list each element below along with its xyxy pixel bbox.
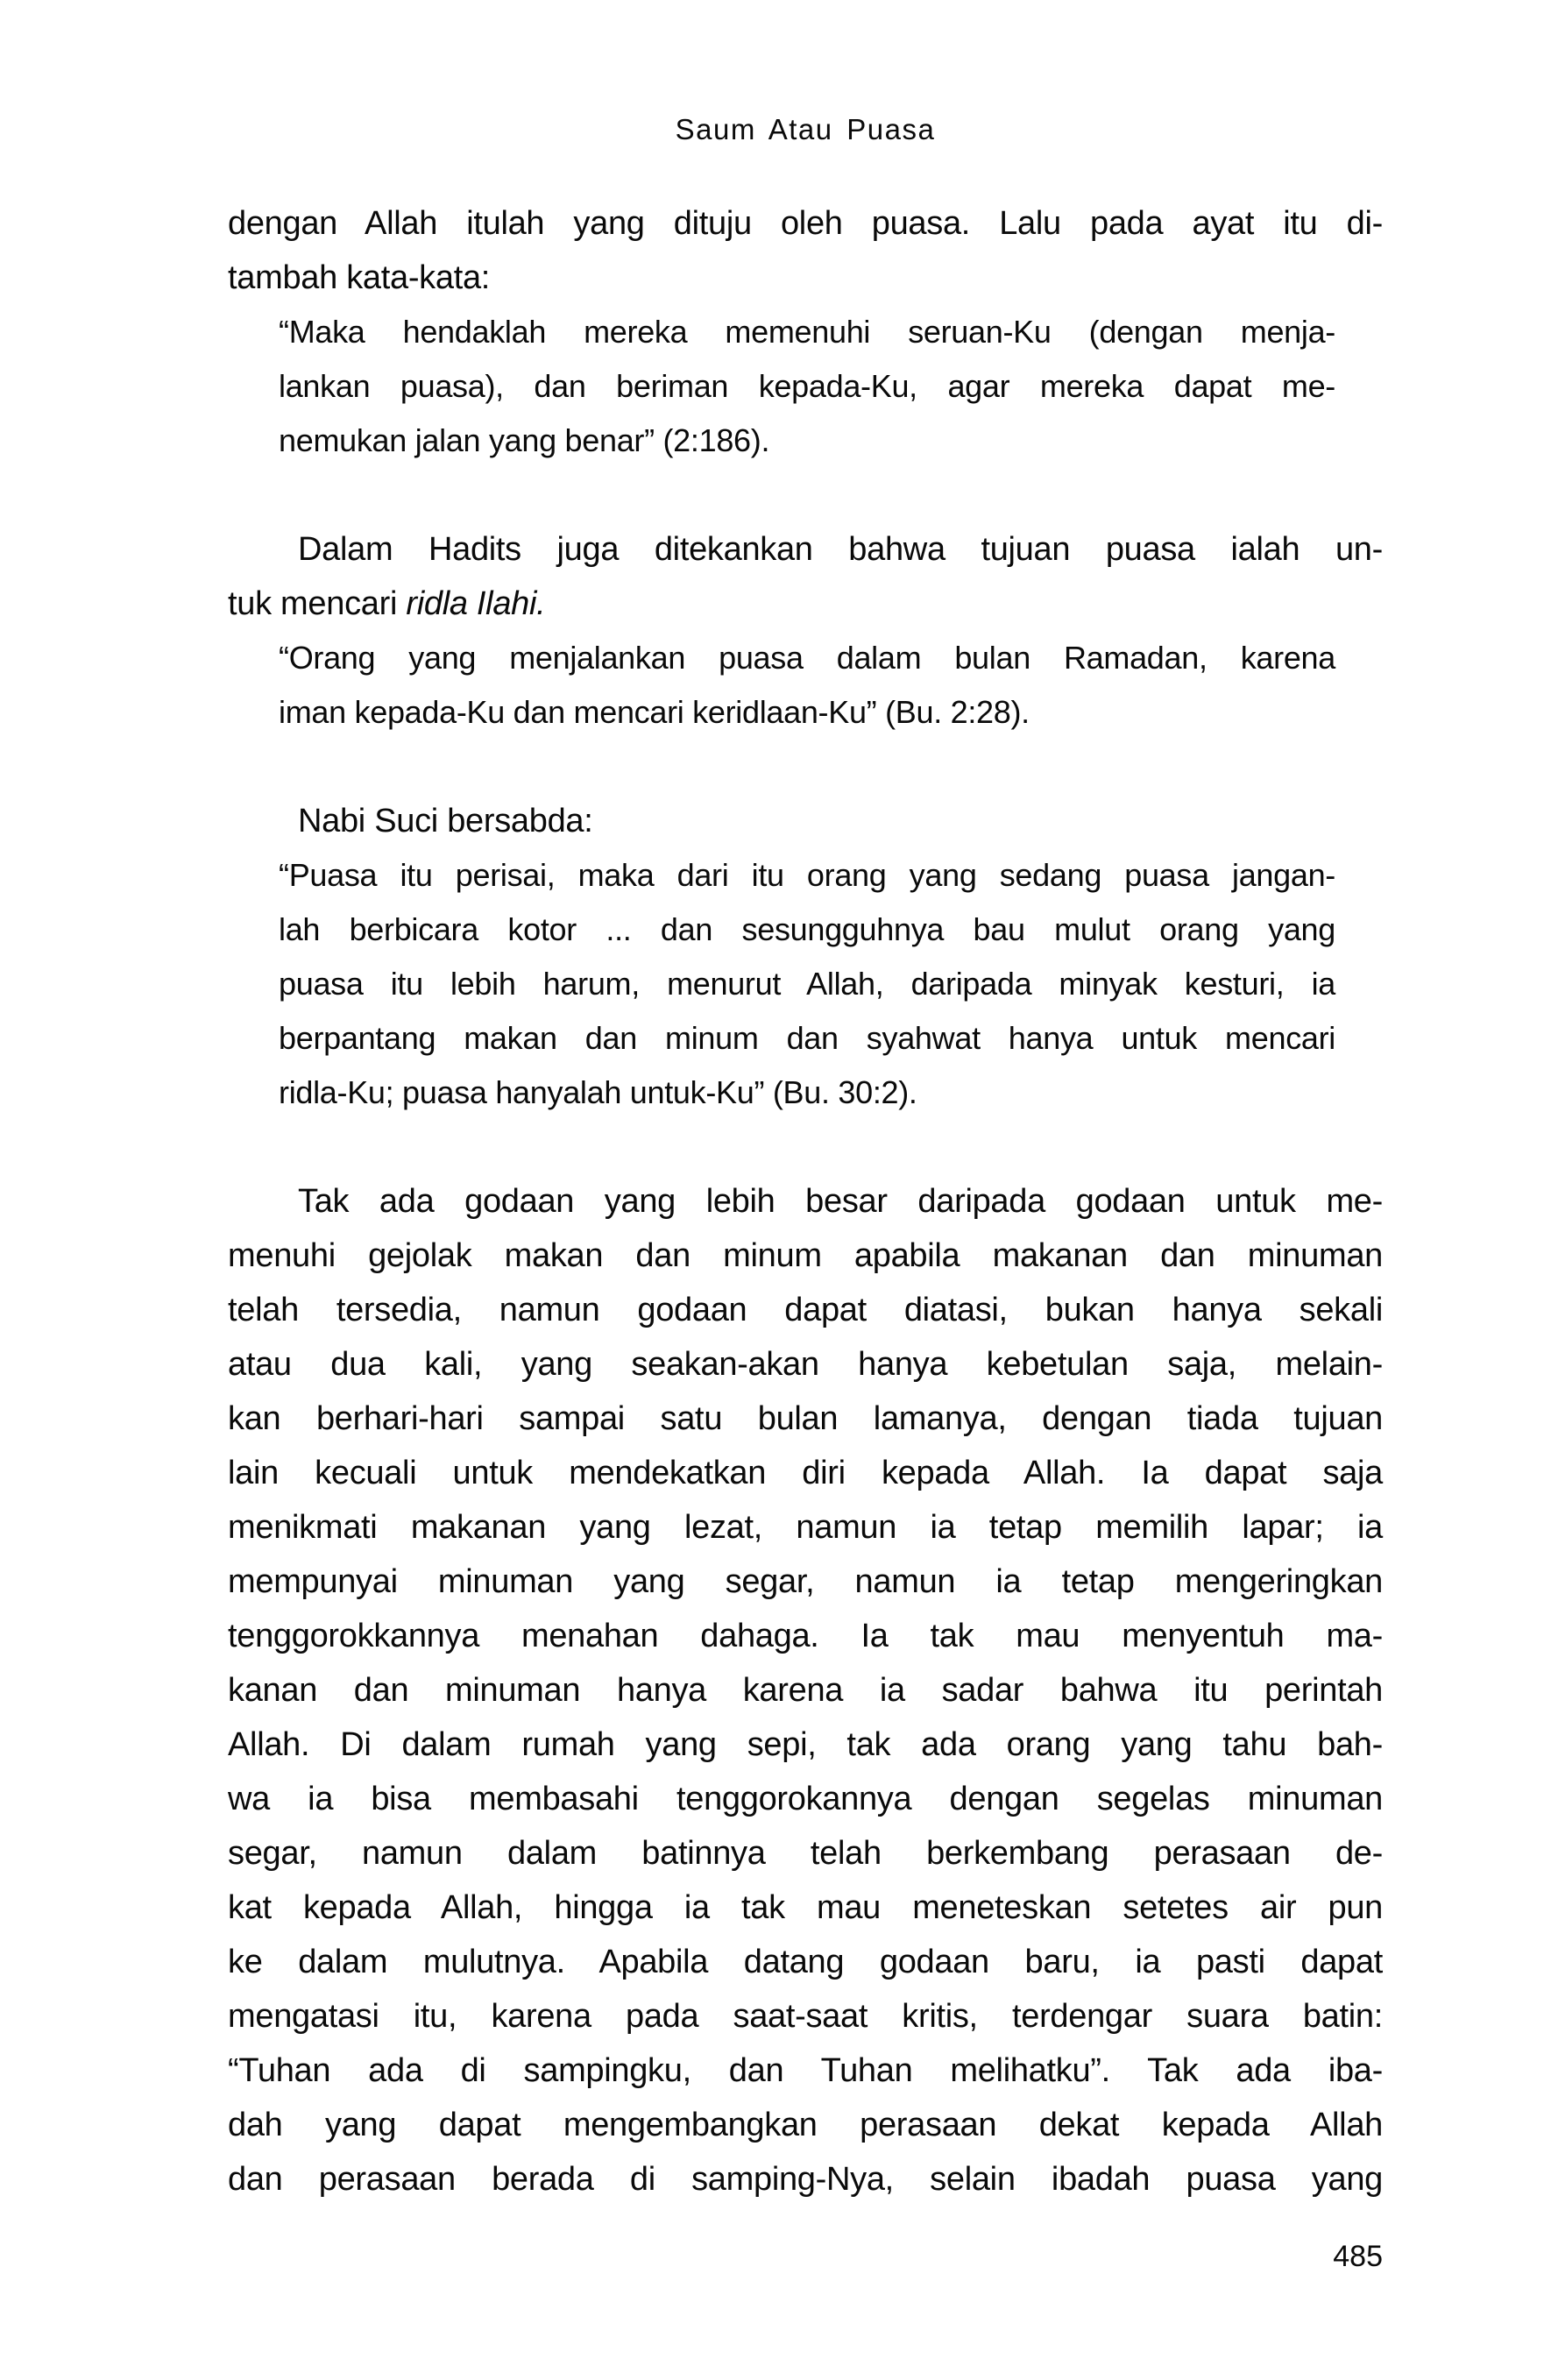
text-line <box>228 1555 1383 1609</box>
text-segment: Nabi Suci bersabda: <box>298 803 593 839</box>
text-line <box>279 685 1335 740</box>
text-segment: kan berhari-hari sampai satu bulan lamanya, dengan tiada tujuan <box>228 1400 1383 1437</box>
text-segment: “Puasa itu perisai, maka dari itu orang yang sedang puasa jangan- <box>279 857 1335 893</box>
text-segment: atau dua kali, yang seakan-akan hanya kebetulan saja, melain- <box>228 1346 1383 1383</box>
paragraph <box>228 196 1383 305</box>
italic-text-segment: ridla Ilahi. <box>406 585 546 622</box>
text-line <box>228 1718 1383 1772</box>
text-segment: wa ia bisa membasahi tenggorokannya dengan segelas minuman <box>228 1781 1383 1817</box>
paragraph <box>228 522 1383 631</box>
text-segment: Dalam Hadits juga ditekankan bahwa tujuan puasa ialah un- <box>298 531 1383 568</box>
text-line <box>279 631 1335 685</box>
text-line <box>228 1935 1383 1989</box>
text-segment: dah yang dapat mengembangkan perasaan dekat kepada Allah <box>228 2107 1383 2143</box>
text-line <box>228 2152 1383 2206</box>
quote-block <box>228 631 1383 740</box>
paragraph <box>228 794 1383 848</box>
text-line <box>228 577 1383 631</box>
text-line <box>228 2044 1383 2098</box>
text-line <box>279 305 1335 359</box>
text-segment: ke dalam mulutnya. Apabila datang godaan baru, ia pasti dapat <box>228 1944 1383 1980</box>
text-line <box>228 1446 1383 1500</box>
text-line <box>279 414 1335 468</box>
text-line <box>279 1011 1335 1066</box>
text-line <box>228 1392 1383 1446</box>
text-line <box>228 1283 1383 1337</box>
text-segment: ridla-Ku; puasa hanyalah untuk-Ku” (Bu. 30:2). <box>279 1074 917 1110</box>
text-line <box>228 1772 1383 1826</box>
text-line <box>228 2098 1383 2152</box>
text-segment: segar, namun dalam batinnya telah berkembang perasaan de- <box>228 1835 1383 1872</box>
quote-block <box>228 305 1383 468</box>
text-line <box>279 1066 1335 1120</box>
text-segment: tenggorokkannya menahan dahaga. Ia tak mau menyentuh ma- <box>228 1618 1383 1654</box>
text-line <box>279 903 1335 957</box>
text-segment: mempunyai minuman yang segar, namun ia tetap mengeringkan <box>228 1563 1383 1600</box>
text-segment: tuk mencari <box>228 585 407 622</box>
text-segment: menikmati makanan yang lezat, namun ia tetap memilih lapar; ia <box>228 1509 1383 1546</box>
text-line <box>279 957 1335 1011</box>
text-segment: dan perasaan berada di samping-Nya, selain ibadah puasa yang <box>228 2161 1383 2198</box>
text-line <box>228 1500 1383 1555</box>
text-line <box>228 794 1383 848</box>
text-line <box>228 1174 1383 1229</box>
text-segment: berpantang makan dan minum dan syahwat hanya untuk mencari <box>279 1020 1335 1056</box>
text-segment: mengatasi itu, karena pada saat-saat kritis, terdengar suara batin: <box>228 1998 1383 2035</box>
text-line <box>228 1989 1383 2044</box>
page-body-text <box>228 196 1383 2206</box>
paragraph <box>228 1174 1383 2206</box>
text-segment: puasa itu lebih harum, menurut Allah, daripada minyak kesturi, ia <box>279 966 1335 1002</box>
text-line <box>228 1609 1383 1663</box>
text-segment: “Orang yang menjalankan puasa dalam bulan Ramadan, karena <box>279 640 1335 676</box>
page-number: 485 <box>1333 2240 1383 2273</box>
text-segment: menuhi gejolak makan dan minum apabila makanan dan minuman <box>228 1237 1383 1274</box>
text-segment: telah tersedia, namun godaan dapat diatasi, bukan hanya sekali <box>228 1292 1383 1328</box>
text-segment: kat kepada Allah, hingga ia tak mau meneteskan setetes air pun <box>228 1889 1383 1926</box>
text-segment: iman kepada-Ku dan mencari keridlaan-Ku” (Bu. 2:28). <box>279 694 1030 730</box>
text-line <box>279 848 1335 903</box>
text-line <box>228 1881 1383 1935</box>
text-line <box>228 1826 1383 1881</box>
text-segment: lankan puasa), dan beriman kepada-Ku, agar mereka dapat me- <box>279 368 1335 404</box>
page-header-title: Saum Atau Puasa <box>675 113 936 145</box>
text-line <box>228 251 1383 305</box>
text-line <box>228 1663 1383 1718</box>
text-line <box>279 359 1335 414</box>
text-segment: lah berbicara kotor ... dan sesungguhnya bau mulut orang yang <box>279 911 1335 947</box>
text-line <box>228 196 1383 251</box>
text-line <box>228 1229 1383 1283</box>
text-segment: Allah. Di dalam rumah yang sepi, tak ada orang yang tahu bah- <box>228 1726 1383 1763</box>
text-segment: lain kecuali untuk mendekatkan diri kepada Allah. Ia dapat saja <box>228 1455 1383 1491</box>
text-segment: “Maka hendaklah mereka memenuhi seruan-Ku (dengan menja- <box>279 314 1335 350</box>
text-segment: kanan dan minuman hanya karena ia sadar bahwa itu perintah <box>228 1672 1383 1709</box>
text-segment: “Tuhan ada di sampingku, dan Tuhan melihatku”. Tak ada iba- <box>228 2052 1383 2089</box>
text-segment: dengan Allah itulah yang dituju oleh puasa. Lalu pada ayat itu di- <box>228 205 1383 242</box>
text-line <box>228 522 1383 577</box>
text-segment: nemukan jalan yang benar” (2:186). <box>279 422 770 458</box>
text-segment: tambah kata-kata: <box>228 259 491 296</box>
text-segment: Tak ada godaan yang lebih besar daripada godaan untuk me- <box>298 1183 1383 1220</box>
text-line <box>228 1337 1383 1392</box>
quote-block <box>228 848 1383 1120</box>
